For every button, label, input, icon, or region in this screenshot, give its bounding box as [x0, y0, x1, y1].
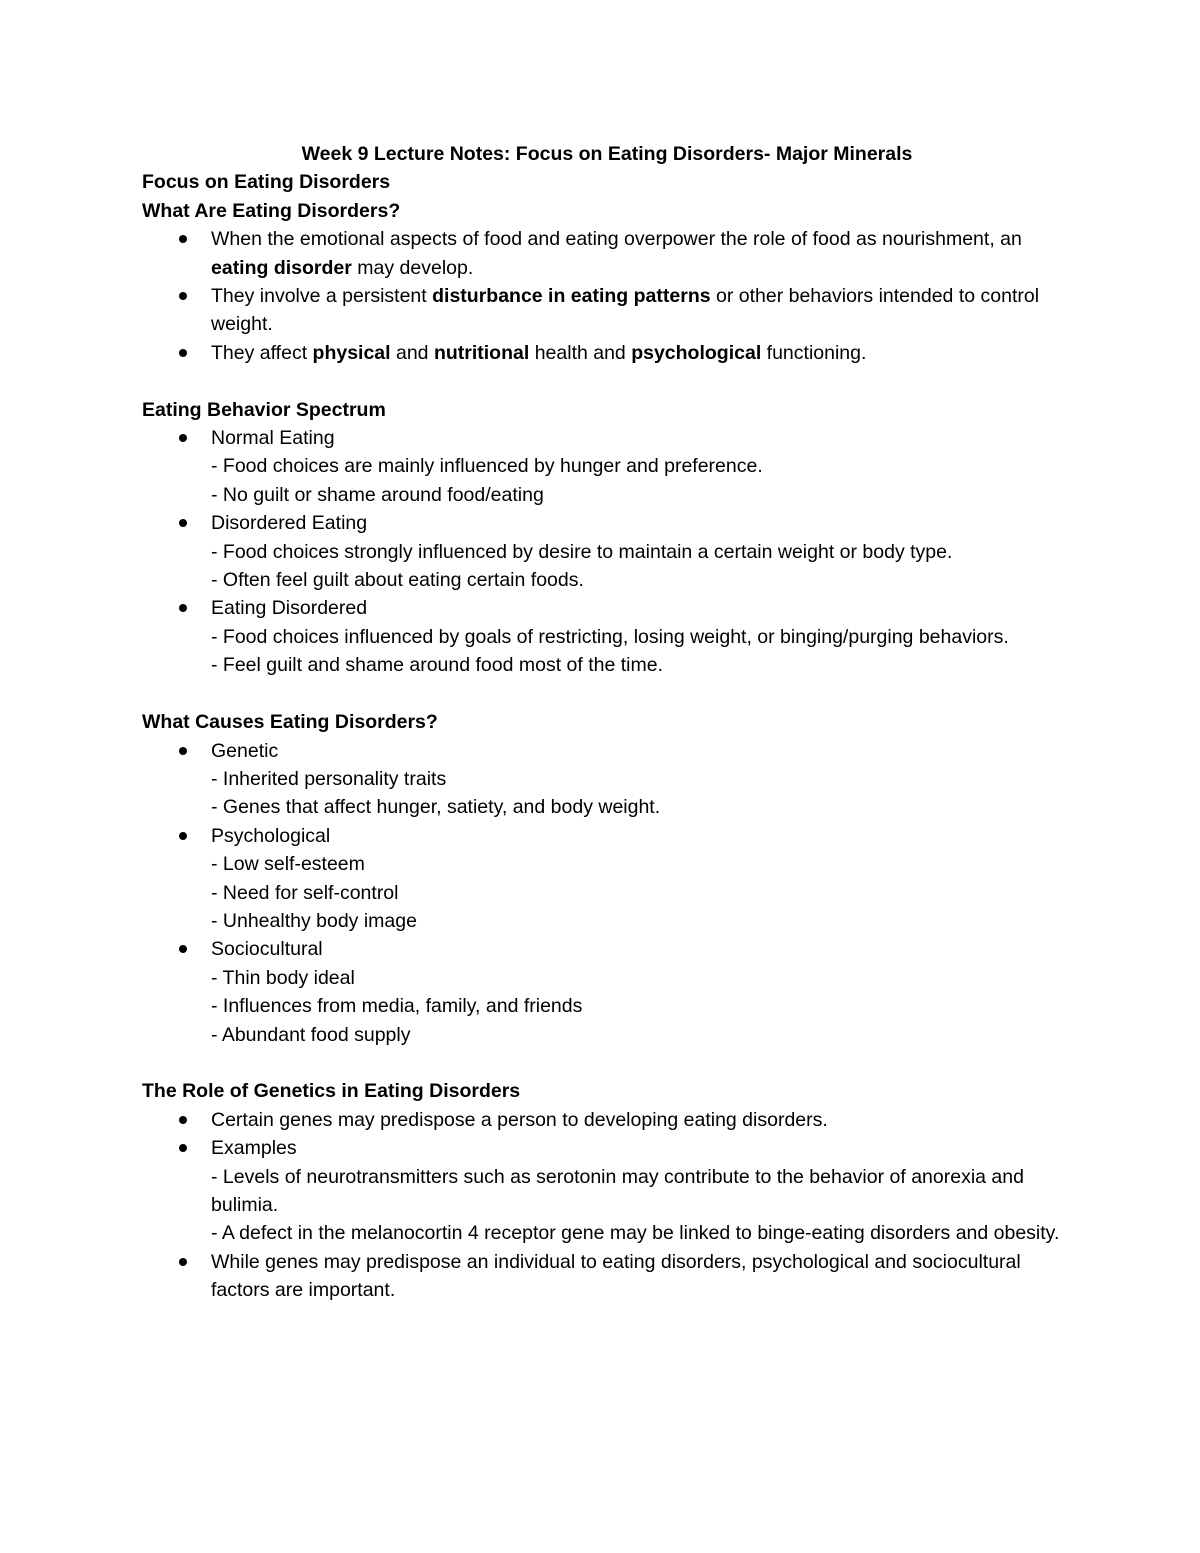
list-item: While genes may predispose an individual to eating disorders, psychological and sociocultural factors are important. [142, 1248, 1072, 1305]
bullet-icon [179, 604, 187, 612]
list-item: They affect physical and nutritional health and psychological functioning. [142, 339, 1072, 367]
bullet-icon [179, 832, 187, 840]
heading-genetics: The Role of Genetics in Eating Disorders [142, 1080, 521, 1103]
heading-what-are: What Are Eating Disorders? [142, 199, 401, 222]
document-title: Week 9 Lecture Notes: Focus on Eating Disorders- Major Minerals [301, 143, 913, 165]
list-item: Certain genes may predispose a person to developing eating disorders. [142, 1106, 1072, 1134]
bold-term: disturbance in eating patterns [432, 285, 711, 308]
document-content [142, 140, 1072, 1305]
bullet-icon [179, 1144, 187, 1152]
bullet-icon [179, 1116, 187, 1124]
spacer [142, 1049, 1072, 1077]
list-item: Psychological - Low self-esteem - Need for self-control - Unhealthy body image [142, 822, 1072, 936]
bold-term: nutritional [433, 341, 530, 364]
heading-spectrum: Eating Behavior Spectrum [142, 398, 386, 421]
list-causes [142, 737, 1072, 1049]
list-item: When the emotional aspects of food and eating overpower the role of food as nourishment, an eating disorder may develop. [142, 225, 1072, 282]
heading-causes: What Causes Eating Disorders? [142, 711, 438, 734]
list-genetics [142, 1106, 1072, 1305]
list-item: Examples - Levels of neurotransmitters such as serotonin may contribute to the behavior of anorexia and bulimia. - A defect in the melanocortin 4 receptor gene may be linked to binge-eating disorders and obesity. [142, 1134, 1072, 1248]
list-item: Disordered Eating - Food choices strongly influenced by desire to maintain a certain weight or body type. - Often feel guilt about eating certain foods. [142, 509, 1072, 594]
bold-term: eating disorder [211, 256, 352, 279]
bullet-icon [179, 519, 187, 527]
list-item: They involve a persistent disturbance in eating patterns or other behaviors intended to control weight. [142, 282, 1072, 339]
bullet-icon [179, 349, 187, 357]
bullet-icon [179, 434, 187, 442]
list-item: Sociocultural - Thin body ideal - Influences from media, family, and friends - Abundant food supply [142, 935, 1072, 1049]
list-what-are [142, 225, 1072, 367]
section-heading-focus: Focus on Eating Disorders [142, 171, 391, 194]
list-item: Genetic - Inherited personality traits - Genes that affect hunger, satiety, and body weight. [142, 737, 1072, 822]
bullet-icon [179, 235, 187, 243]
bullet-icon [179, 945, 187, 953]
bullet-icon [179, 747, 187, 755]
spacer [142, 367, 1072, 395]
spacer [142, 680, 1072, 708]
bullet-icon [179, 1258, 187, 1266]
list-item: Normal Eating - Food choices are mainly influenced by hunger and preference. - No guilt or shame around food/eating [142, 424, 1072, 509]
list-spectrum [142, 424, 1072, 680]
bold-term: psychological [631, 341, 762, 364]
bullet-icon [179, 292, 187, 300]
list-item: Eating Disordered - Food choices influenced by goals of restricting, losing weight, or binging/purging behaviors. - Feel guilt and shame around food most of the time. [142, 594, 1072, 679]
bold-term: physical [312, 341, 391, 364]
